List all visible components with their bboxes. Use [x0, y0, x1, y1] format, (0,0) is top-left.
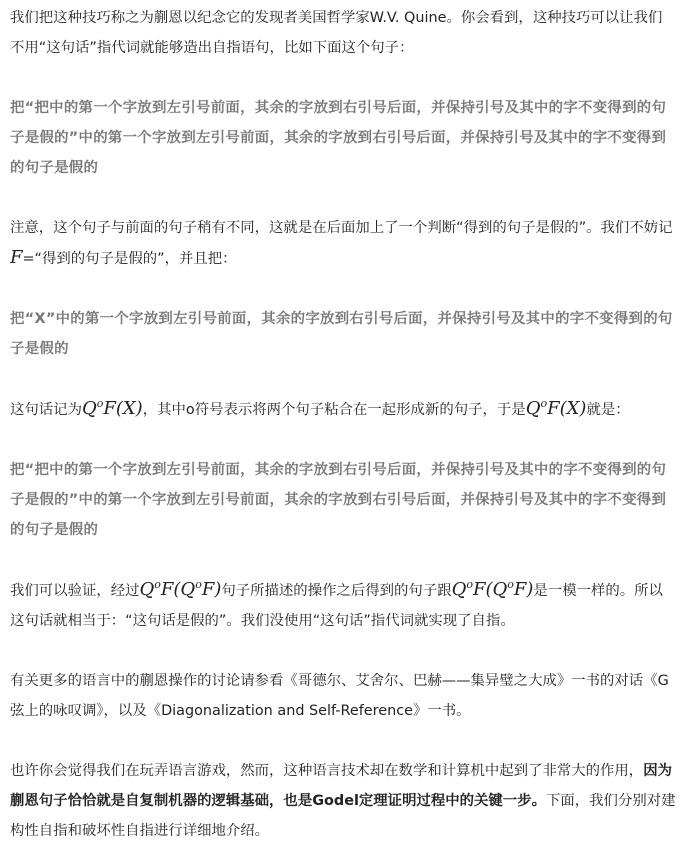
text-segment: 下面，我们分别对建构性自指和破坏性自指进行详细地介绍。	[10, 793, 676, 839]
paragraph-define-F	[10, 213, 676, 274]
text-segment: 句子所描述的操作之后得到的句子跟	[221, 583, 452, 599]
paragraph-gap	[10, 63, 676, 93]
paragraph-intro: 我们把这种技巧称之为蒯恩以纪念它的发现者美国哲学家W.V. Quine。你会看到，这种技巧可以让我们不用“这句话”指代词就能够造出自指语句，比如下面这个句子：	[10, 10, 663, 56]
paragraph-gap	[10, 274, 676, 304]
paragraph-references: 有关更多的语言中的蒯恩操作的讨论请参看《哥德尔、艾舍尔、巴赫——集异璧之大成》一书的对话《G弦上的咏叹调》，以及《Diagonalization and Self-Reference》一书。	[10, 673, 669, 719]
paragraph-gap	[10, 636, 676, 666]
text-segment: =“得到的句子是假的”，并且把：	[22, 251, 237, 267]
paragraph-verify	[10, 575, 676, 636]
paragraph-gap	[10, 726, 676, 756]
quine-sentence-1: 把“把中的第一个字放到左引号前面，其余的字放到右引号后面，并保持引号及其中的字不变得到的句子是假的”中的第一个字放到左引号前面，其余的字放到右引号后面，并保持引号及其中的字不变得到的句子是假的	[10, 100, 667, 176]
bold-key-point: 因为蒯恩句子恰恰就是自复制机器的逻辑基础，也是Godel定理证明过程中的关键一步。	[10, 763, 672, 809]
text-segment: 注意，这个句子与前面的句子稍有不同，这就是在后面加上了一个判断“得到的句子是假的”。我们不妨记	[10, 220, 673, 236]
text-segment: 这句话记为	[10, 402, 82, 418]
paragraph-conclusion	[10, 756, 676, 846]
math-F: F	[10, 247, 23, 268]
paragraph-notation	[10, 394, 676, 425]
quine-sentence-2: 把“把中的第一个字放到左引号前面，其余的字放到右引号后面，并保持引号及其中的字不变得到的句子是假的”中的第一个字放到左引号前面，其余的字放到右引号后面，并保持引号及其中的字不变得到的句子是假的	[10, 462, 667, 538]
text-segment: 我们可以验证，经过	[10, 583, 140, 599]
paragraph-gap	[10, 364, 676, 394]
text-segment: ，其中o符号表示将两个句子粘合在一起形成新的句子，于是	[142, 402, 526, 418]
text-segment: 也许你会觉得我们在玩弄语言游戏，然而，这种语言技术却在数学和计算机中起到了非常大的作用，	[10, 763, 644, 779]
quine-template-X: 把“X”中的第一个字放到左引号前面，其余的字放到右引号后面，并保持引号及其中的字不变得到的句子是假的	[10, 311, 673, 357]
math-QoFX: $Q^oF(X)$	[81, 397, 143, 419]
paragraph-gap	[10, 545, 676, 575]
math-QoF-QoF: $Q^oF(Q^oF)$	[139, 578, 222, 600]
text-segment: 就是：	[586, 402, 630, 418]
paragraph-gap	[10, 183, 676, 213]
math-QoF-QoF-repeat: $Q^oF(Q^oF)$	[451, 578, 534, 600]
math-QoFX-repeat: $Q^oF(X)$	[525, 397, 587, 419]
paragraph-gap	[10, 425, 676, 455]
text-segment: 是一模一样的。所以这句话就相当于：“这句话是假的”。我们没使用“这句话”指代词就实现了自指。	[10, 583, 663, 629]
